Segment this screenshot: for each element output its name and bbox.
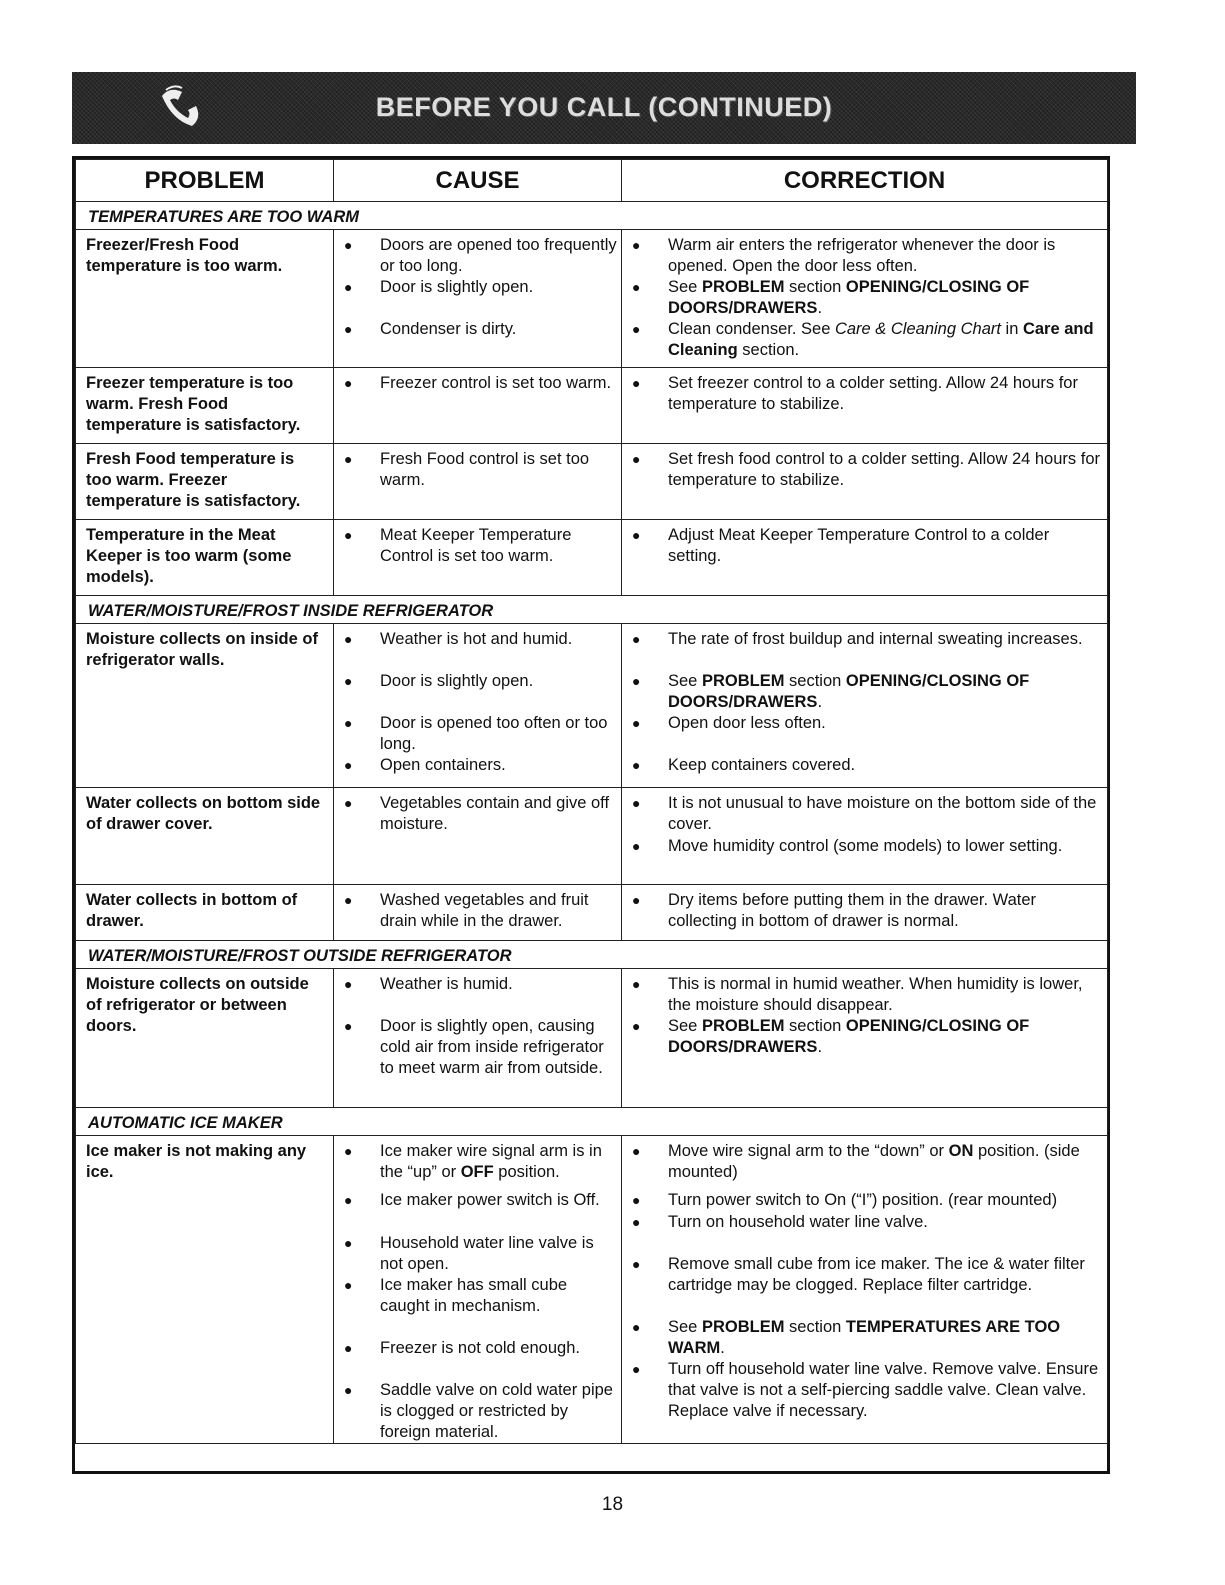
cause-cell (334, 885, 622, 941)
cause-cell (334, 969, 622, 1108)
section-title-outside: WATER/MOISTURE/FROST OUTSIDE REFRIGERATOR (76, 941, 1108, 969)
cause-item: ● Washed vegetables and fruit drain while in the drawer. (344, 891, 589, 930)
header-banner (72, 72, 1136, 144)
cause-item: ● Door is slightly open, causing cold air from inside refrigerator to meet warm air from outside. (344, 1017, 604, 1077)
column-header-problem: PROBLEM (76, 160, 334, 202)
table-header-row (76, 160, 1108, 202)
cause-cell (334, 520, 622, 596)
column-header-cause: CAUSE (334, 160, 622, 202)
correction-item: ● Move wire signal arm to the “down” or ON position. (side mounted) (632, 1142, 1080, 1181)
cause-cell (334, 1136, 622, 1444)
problem-cell: Freezer temperature is too warm. Fresh Food temperature is satisfactory. (76, 368, 334, 444)
correction-item: ● Open door less often. (632, 714, 826, 732)
correction-cell (622, 969, 1108, 1108)
correction-item: ● See PROBLEM section OPENING/CLOSING OF DOORS/DRAWERS. (632, 278, 1030, 317)
cause-item: ● Vegetables contain and give off moisture. (344, 794, 610, 833)
cause-item: ● Meat Keeper Temperature Control is set too warm. (344, 526, 572, 565)
correction-item: ● Turn off household water line valve. Remove valve. Ensure that valve is not a self-piercing saddle valve. Clean valve. Replace valve if necessary. (632, 1360, 1099, 1420)
troubleshooting-table (72, 156, 1110, 1474)
correction-cell (622, 1136, 1108, 1444)
cause-item: ● Ice maker has small cube caught in mechanism. (344, 1276, 568, 1315)
correction-item: ● Keep containers covered. (632, 756, 856, 774)
problem-cell: Freezer/Fresh Food temperature is too warm. (76, 230, 334, 368)
correction-item: ● Turn on household water line valve. (632, 1213, 928, 1231)
section-row (76, 941, 1108, 969)
cause-item: ● Ice maker wire signal arm is in the “up” or OFF position. (344, 1142, 602, 1181)
correction-item: ● Clean condenser. See Care & Cleaning Chart in Care and Cleaning section. (632, 320, 1094, 359)
cause-item: ● Household water line valve is not open. (344, 1234, 594, 1273)
section-title-warm: TEMPERATURES ARE TOO WARM (76, 202, 1108, 230)
correction-cell (622, 624, 1108, 788)
correction-cell (622, 788, 1108, 885)
cause-cell (334, 368, 622, 444)
cause-cell (334, 788, 622, 885)
correction-cell (622, 885, 1108, 941)
correction-item: ● See PROBLEM section OPENING/CLOSING OF DOORS/DRAWERS. (632, 1017, 1030, 1056)
cause-item: ● Weather is hot and humid. (344, 630, 573, 648)
cause-cell (334, 444, 622, 520)
section-title-icemaker: AUTOMATIC ICE MAKER (76, 1108, 1108, 1136)
cause-item: ● Ice maker power switch is Off. (344, 1191, 600, 1209)
section-row (76, 202, 1108, 230)
section-title-inside: WATER/MOISTURE/FROST INSIDE REFRIGERATOR (76, 596, 1108, 624)
correction-item: ● Remove small cube from ice maker. The ice & water filter cartridge may be clogged. Replace filter cartridge. (632, 1255, 1085, 1294)
correction-item: ● Move humidity control (some models) to lower setting. (632, 837, 1063, 855)
table-row (76, 624, 1108, 788)
table-row (76, 230, 1108, 368)
correction-item: ● It is not unusual to have moisture on the bottom side of the cover. (632, 794, 1097, 833)
problem-cell: Moisture collects on outside of refrigerator or between doors. (76, 969, 334, 1108)
correction-item: ● Set freezer control to a colder setting. Allow 24 hours for temperature to stabilize. (632, 374, 1078, 413)
cause-item: ● Fresh Food control is set too warm. (344, 450, 590, 489)
section-row (76, 1108, 1108, 1136)
correction-cell (622, 368, 1108, 444)
correction-cell (622, 444, 1108, 520)
correction-item: ● Turn power switch to On (“I”) position. (rear mounted) (632, 1191, 1058, 1209)
cause-cell (334, 624, 622, 788)
cause-item: ● Saddle valve on cold water pipe is clogged or restricted by foreign material. (344, 1381, 613, 1441)
correction-item: ● Adjust Meat Keeper Temperature Control to a colder setting. (632, 526, 1050, 565)
cause-item: ● Freezer is not cold enough. (344, 1339, 580, 1357)
page-number: 18 (601, 1494, 624, 1515)
table-row (76, 969, 1108, 1108)
correction-item: ● See PROBLEM section OPENING/CLOSING OF DOORS/DRAWERS. (632, 672, 1030, 711)
correction-item: ● See PROBLEM section TEMPERATURES ARE TOO WARM. (632, 1318, 1061, 1357)
cause-item: ● Freezer control is set too warm. (344, 374, 612, 392)
page-title: BEFORE YOU CALL (CONTINUED) (375, 92, 833, 122)
table-row (76, 520, 1108, 596)
correction-item: ● Dry items before putting them in the drawer. Water collecting in bottom of drawer is normal. (632, 891, 1037, 930)
problem-cell: Water collects on bottom side of drawer cover. (76, 788, 334, 885)
correction-item: ● Set fresh food control to a colder setting. Allow 24 hours for temperature to stabilize. (632, 450, 1100, 489)
cause-item: ● Door is opened too often or too long. (344, 714, 608, 753)
table-row (76, 444, 1108, 520)
section-row (76, 596, 1108, 624)
problem-cell: Fresh Food temperature is too warm. Freezer temperature is satisfactory. (76, 444, 334, 520)
cause-item: ● Condenser is dirty. (344, 320, 517, 338)
table-row (76, 368, 1108, 444)
correction-cell (622, 230, 1108, 368)
table-row (76, 1136, 1108, 1444)
correction-item: ● The rate of frost buildup and internal sweating increases. (632, 630, 1083, 648)
problem-cell: Ice maker is not making any ice. (76, 1136, 334, 1444)
cause-item: ● Door is slightly open. (344, 672, 534, 690)
cause-item: ● Weather is humid. (344, 975, 513, 993)
column-header-correction: CORRECTION (622, 160, 1108, 202)
cause-item: ● Door is slightly open. (344, 278, 534, 296)
cause-cell (334, 230, 622, 368)
correction-item: ● This is normal in humid weather. When humidity is lower, the moisture should disappear. (632, 975, 1083, 1014)
cause-item: ● Doors are opened too frequently or too long. (344, 236, 617, 275)
problem-cell: Moisture collects on inside of refrigerator walls. (76, 624, 334, 788)
table-row (76, 885, 1108, 941)
table-row (76, 788, 1108, 885)
correction-item: ● Warm air enters the refrigerator whenever the door is opened. Open the door less often. (632, 236, 1056, 275)
problem-cell: Water collects in bottom of drawer. (76, 885, 334, 941)
cause-item: ● Open containers. (344, 756, 506, 774)
correction-cell (622, 520, 1108, 596)
problem-cell: Temperature in the Meat Keeper is too warm (some models). (76, 520, 334, 596)
